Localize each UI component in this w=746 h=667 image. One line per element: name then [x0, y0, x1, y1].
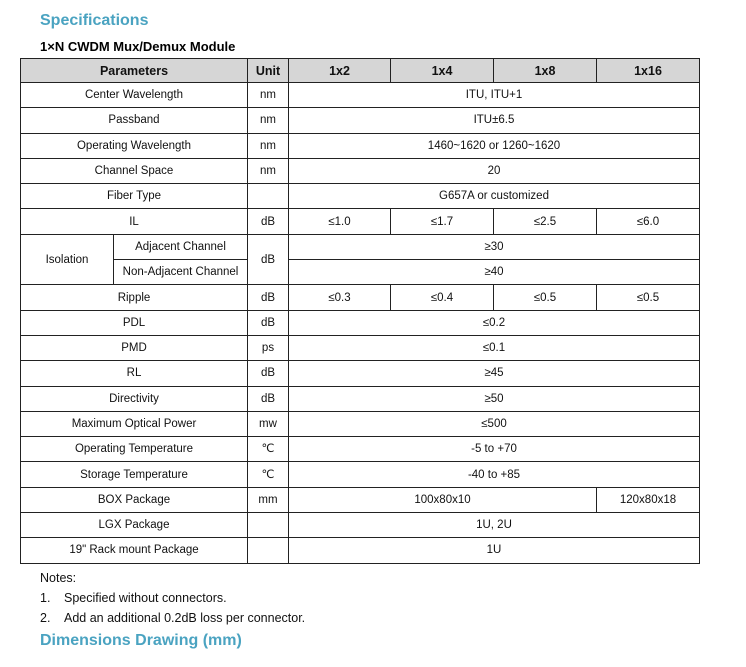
unit-cell: dB: [248, 310, 289, 335]
isolation-param-cell: [21, 234, 248, 285]
param-cell: Operating Wavelength: [21, 133, 248, 158]
param-cell: PDL: [21, 310, 248, 335]
table-row: [21, 386, 700, 411]
note-number: 1.: [40, 591, 51, 605]
param-cell: IL: [21, 209, 248, 234]
value-cell: ≤0.1: [289, 335, 700, 360]
value-cell: 1U, 2U: [289, 513, 700, 538]
unit-cell: mm: [248, 487, 289, 512]
value-cell: ≥40: [289, 260, 700, 285]
value-cell: ≤500: [289, 411, 700, 436]
unit-cell: nm: [248, 83, 289, 108]
value-cell-1x8: ≤2.5: [494, 209, 597, 234]
param-cell: Channel Space: [21, 158, 248, 183]
isolation-label: Isolation: [21, 235, 114, 285]
value-cell-1x4: ≤1.7: [391, 209, 494, 234]
value-cell: -5 to +70: [289, 437, 700, 462]
table-row: [21, 538, 700, 563]
param-cell: BOX Package: [21, 487, 248, 512]
unit-cell: nm: [248, 108, 289, 133]
param-cell: Fiber Type: [21, 184, 248, 209]
isolation-subtable: [21, 235, 247, 285]
param-cell: Storage Temperature: [21, 462, 248, 487]
table-row: [21, 285, 700, 310]
table-row: [21, 184, 700, 209]
header-unit: Unit: [248, 59, 289, 83]
specifications-table: [20, 58, 700, 564]
table-row: [21, 462, 700, 487]
table-row: [21, 411, 700, 436]
table-row: [21, 234, 700, 259]
note-number: 2.: [40, 611, 51, 625]
unit-cell: dB: [248, 285, 289, 310]
value-cell-1x16: ≤0.5: [597, 285, 700, 310]
notes-title: Notes:: [40, 571, 77, 585]
unit-cell: [248, 538, 289, 563]
table-row: [21, 310, 700, 335]
header-1x4: 1x4: [391, 59, 494, 83]
value-cell: 1U: [289, 538, 700, 563]
param-cell: Maximum Optical Power: [21, 411, 248, 436]
value-cell-small: 100x80x10: [289, 487, 597, 512]
table-row: [21, 487, 700, 512]
unit-cell: ps: [248, 335, 289, 360]
table-row: [21, 158, 700, 183]
value-cell-1x4: ≤0.4: [391, 285, 494, 310]
param-cell: LGX Package: [21, 513, 248, 538]
note-item: [40, 588, 305, 608]
note-text: Add an additional 0.2dB loss per connector.: [64, 611, 306, 625]
table-row: [21, 335, 700, 360]
unit-cell: dB: [248, 361, 289, 386]
unit-cell: nm: [248, 133, 289, 158]
adjacent-channel-label: Adjacent Channel: [114, 235, 248, 260]
header-parameters: Parameters: [21, 59, 248, 83]
value-cell: ITU±6.5: [289, 108, 700, 133]
param-cell: 19" Rack mount Package: [21, 538, 248, 563]
section-title-specifications: Specifications: [40, 12, 149, 29]
value-cell: ≥45: [289, 361, 700, 386]
table-row: [21, 133, 700, 158]
param-cell: Operating Temperature: [21, 437, 248, 462]
unit-cell: ℃: [248, 462, 289, 487]
note-text: Specified without connectors.: [64, 591, 227, 605]
unit-cell: ℃: [248, 437, 289, 462]
notes-section: [40, 568, 305, 628]
table-row: [21, 108, 700, 133]
value-cell: ≤0.2: [289, 310, 700, 335]
value-cell: ITU, ITU+1: [289, 83, 700, 108]
unit-cell: [248, 513, 289, 538]
table-row: [21, 209, 700, 234]
param-cell: Center Wavelength: [21, 83, 248, 108]
table-row: [21, 513, 700, 538]
unit-cell: [248, 184, 289, 209]
note-item: [40, 608, 305, 628]
value-cell: 20: [289, 158, 700, 183]
param-cell: RL: [21, 361, 248, 386]
value-cell-1x16: 120x80x18: [597, 487, 700, 512]
unit-cell: dB: [248, 386, 289, 411]
table-row: [21, 437, 700, 462]
unit-cell: dB: [248, 234, 289, 285]
unit-cell: nm: [248, 158, 289, 183]
unit-cell: dB: [248, 209, 289, 234]
header-1x2: 1x2: [289, 59, 391, 83]
table-header-row: [21, 59, 700, 83]
table-subtitle: 1×N CWDM Mux/Demux Module: [40, 39, 236, 54]
unit-cell: mw: [248, 411, 289, 436]
param-cell: Directivity: [21, 386, 248, 411]
value-cell-1x2: ≤1.0: [289, 209, 391, 234]
table-row: [21, 361, 700, 386]
section-title-dimensions: Dimensions Drawing (mm): [40, 632, 242, 649]
value-cell: G657A or customized: [289, 184, 700, 209]
param-cell: PMD: [21, 335, 248, 360]
value-cell: -40 to +85: [289, 462, 700, 487]
header-1x16: 1x16: [597, 59, 700, 83]
value-cell-1x2: ≤0.3: [289, 285, 391, 310]
value-cell: ≥50: [289, 386, 700, 411]
param-cell: Ripple: [21, 285, 248, 310]
param-cell: Passband: [21, 108, 248, 133]
table-row: [21, 83, 700, 108]
value-cell-1x8: ≤0.5: [494, 285, 597, 310]
header-1x8: 1x8: [494, 59, 597, 83]
non-adjacent-channel-label: Non-Adjacent Channel: [122, 266, 239, 279]
value-cell-1x16: ≤6.0: [597, 209, 700, 234]
value-cell: ≥30: [289, 234, 700, 259]
value-cell: 1460~1620 or 1260~1620: [289, 133, 700, 158]
